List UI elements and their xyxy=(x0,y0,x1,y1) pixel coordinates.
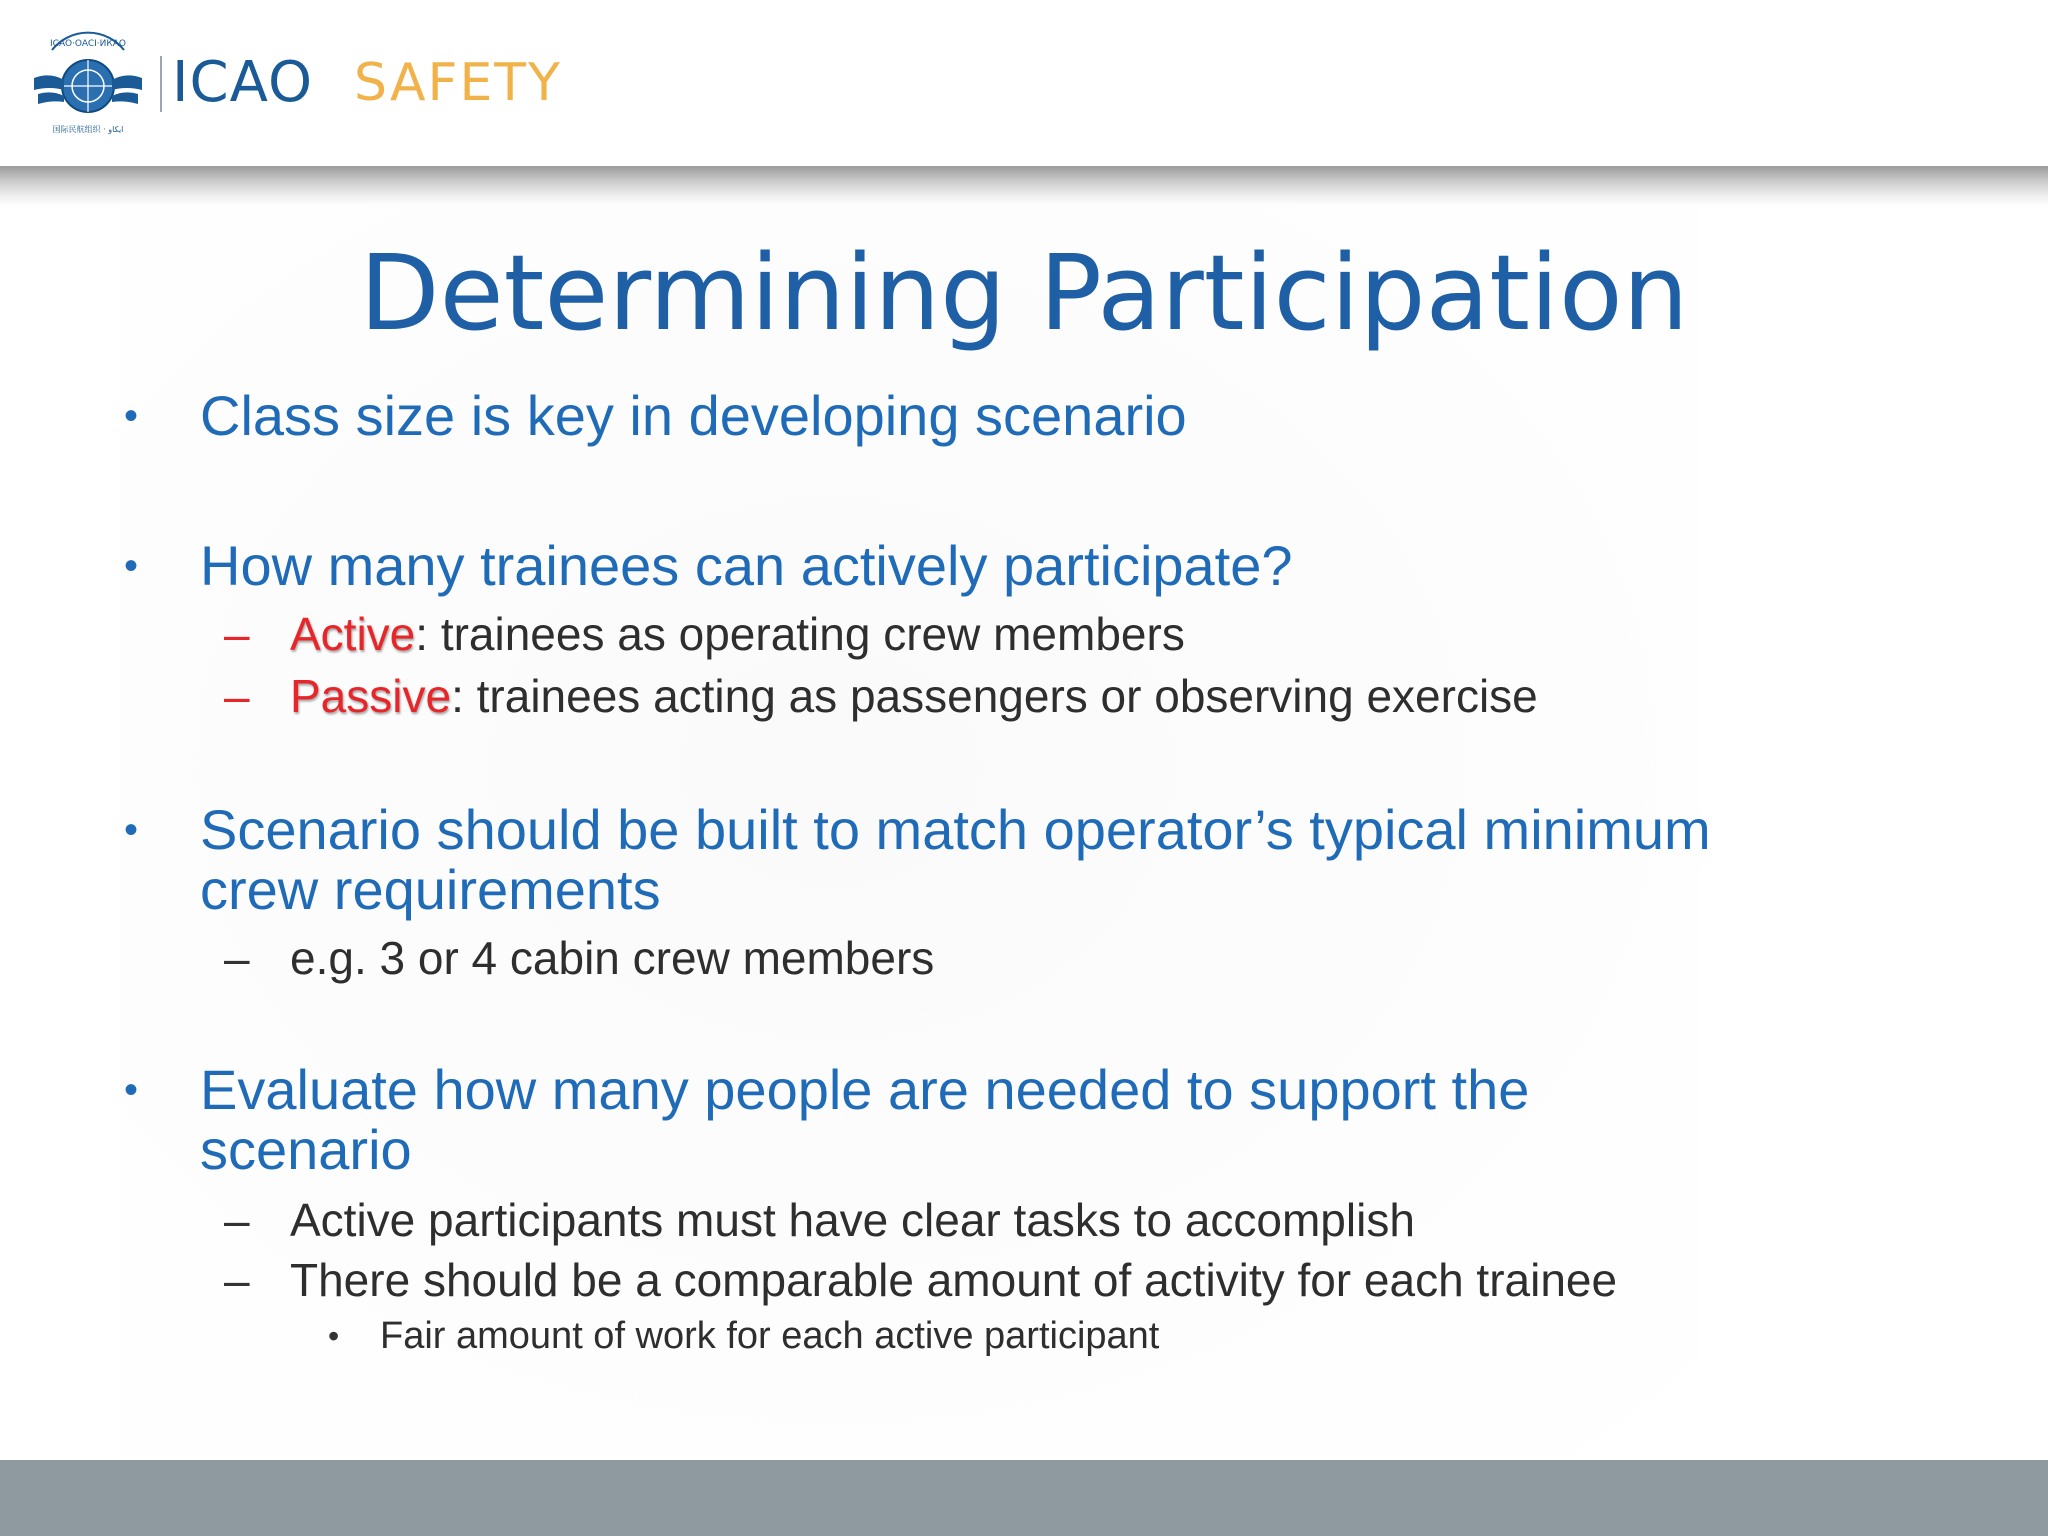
icao-emblem-icon xyxy=(30,28,146,138)
bullet-marker: • xyxy=(124,394,139,438)
slide-footer-bar xyxy=(0,1460,2048,1536)
bullet-marker: • xyxy=(124,808,139,852)
keyword-active: Active xyxy=(290,608,416,660)
logo-icao-text: ICAO xyxy=(172,50,314,115)
sub-item-crew-example: e.g. 3 or 4 cabin crew members xyxy=(290,932,935,984)
slide-title: Determining Participation xyxy=(359,232,1689,354)
sub-item-active xyxy=(290,604,1990,664)
sub-item-passive-text: : trainees acting as passengers or observing exercise xyxy=(451,670,1538,722)
logo-divider xyxy=(160,56,162,112)
svg-text:国际民航组织 · ايكاو: 国际民航组织 · ايكاو xyxy=(52,125,124,134)
sub-dash: – xyxy=(224,1194,250,1246)
svg-text:ICAO·OACI·ИКАО: ICAO·OACI·ИКАО xyxy=(50,39,126,49)
sub-sub-item-fair-work: Fair amount of work for each active participant xyxy=(380,1315,1160,1357)
bullet-3-line-1: Scenario should be built to match operator’s typical minimum xyxy=(200,798,1711,861)
bullet-3-line-2: crew requirements xyxy=(200,858,661,921)
bullet-marker: • xyxy=(124,544,139,588)
bullet-4-line-2: scenario xyxy=(200,1118,412,1181)
bullet-4-line-1: Evaluate how many people are needed to support the xyxy=(200,1058,1530,1121)
sub-item-passive xyxy=(290,666,1990,726)
header-shadow-band xyxy=(0,166,2048,206)
sub-dash: – xyxy=(224,1254,250,1306)
sub-item-active-text: : trainees as operating crew members xyxy=(415,608,1185,660)
bullet-1-text: Class size is key in developing scenario xyxy=(200,384,1187,447)
logo-safety-text: SAFETY xyxy=(354,53,562,113)
slide-header xyxy=(0,0,2048,166)
keyword-passive: Passive xyxy=(290,670,452,722)
bullet-marker: • xyxy=(124,1068,139,1112)
sub-dash: – xyxy=(224,932,250,984)
sub-item-comparable-activity: There should be a comparable amount of activity for each trainee xyxy=(290,1254,1618,1306)
sub-dash-red: – xyxy=(224,608,250,660)
bullet-2-text: How many trainees can actively participate? xyxy=(200,534,1293,597)
sub-sub-bullet-marker: • xyxy=(328,1318,340,1354)
sub-item-clear-tasks: Active participants must have clear tasks to accomplish xyxy=(290,1194,1415,1246)
sub-dash-red: – xyxy=(224,670,250,722)
